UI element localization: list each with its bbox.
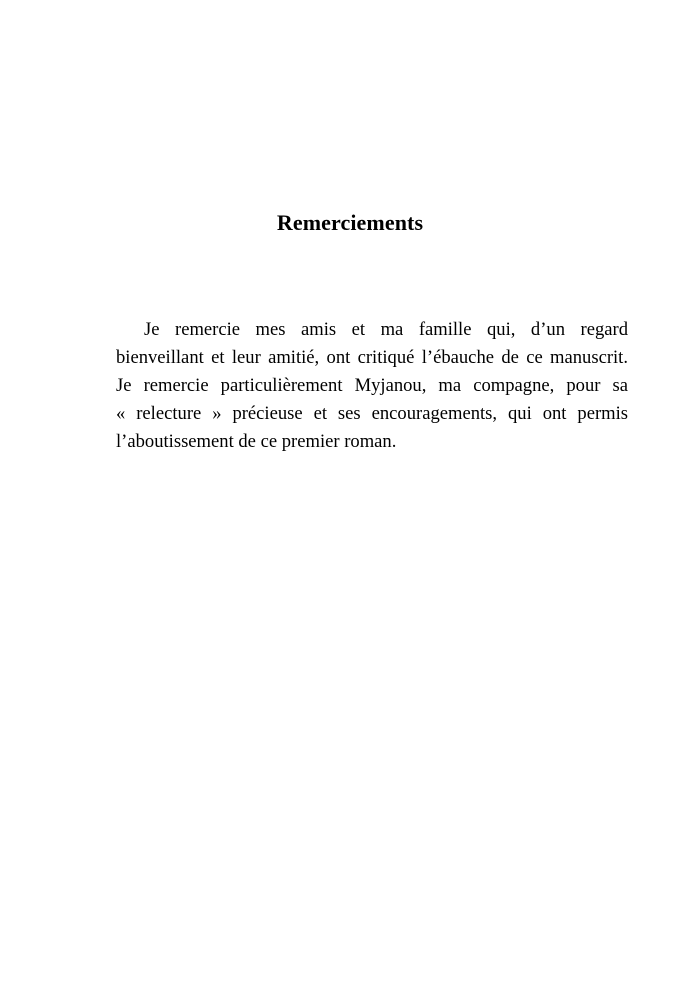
paragraph-line-3: Je remercie particulièrement Myjanou, ma compagne, pour sa [116, 375, 628, 396]
acknowledgements-paragraph [116, 316, 628, 456]
page-title: Remerciements [276, 210, 424, 235]
paragraph-line-1: Je remercie mes amis et ma famille qui, d’un regard [144, 319, 628, 340]
paragraph-line-4: « relecture » précieuse et ses encouragements, qui ont permis [116, 403, 628, 424]
paragraph-line-2: bienveillant et leur amitié, ont critiqué l’ébauche de ce manuscrit. [116, 347, 628, 368]
paragraph-line-5: l’aboutissement de ce premier roman. [116, 431, 397, 452]
